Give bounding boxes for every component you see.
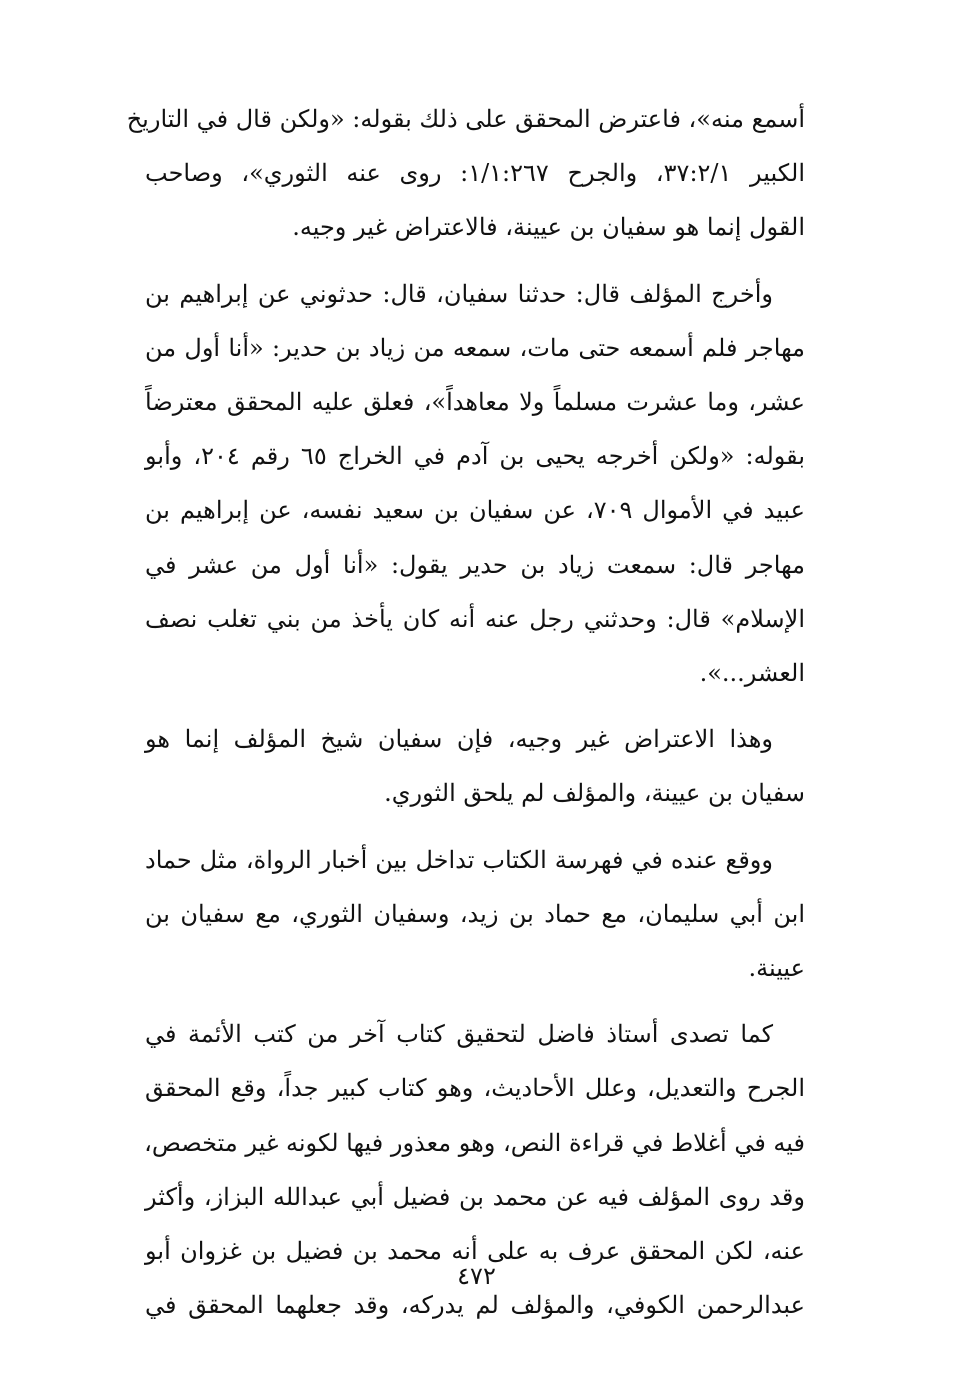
paragraph [126,92,805,255]
text-line: القول إنما هو سفيان بن عيينة، فالاعتراض غير وجيه. [292,213,805,242]
text-line: أسمع منه»، فاعترض المحقق على ذلك بقوله: «ولكن قال في التاريخ [126,105,805,133]
text-line: الإسلام» قال: وحدثني رجل عنه أنه كان يأخذ من بني تغلب نصف [145,604,805,633]
text-line: مهاجر فلم أسمعه حتى مات، سمعه من زياد بن حدير: «أنا أول من [145,333,805,362]
text-line: عشر، وما عشرت مسلماً ولا معاهداً»، فعلق عليه المحقق معترضاً [145,388,805,417]
page-number: ٤٧٢ [457,1262,496,1290]
paragraph [145,267,805,701]
text-line: مهاجر قال: سمعت زياد بن حدير يقول: «أنا أول من عشر في [145,550,805,579]
text-line: عنه، لكن المحقق عرف به على أنه محمد بن فضيل بن غزوان أبو [145,1237,805,1266]
paragraph [145,833,805,996]
text-line: سفيان بن عيينة، والمؤلف لم يلحق الثوري. [384,779,805,808]
text-line: عيينة. [748,954,805,983]
text-line: بقوله: «ولكن أخرجه يحيى بن آدم في الخراج ٦٥ رقم ٢٠٤، وأبو [145,442,805,471]
text-line: وقد روى المؤلف فيه عن محمد بن فضيل أبي عبدالله البزاز، وأكثر [145,1182,805,1211]
text-line: كما تصدى أستاذ فاضل لتحقيق كتاب آخر من كتب الأئمة في [145,1020,773,1049]
document-body [126,92,805,1344]
text-line: الجرح والتعديل، وعلل الأحاديث، وهو كتاب كبير جداً، وقع المحقق [145,1074,805,1103]
text-line: فيه في أغلاط في قراءة النص، وهو معذور فيها لكونه غير متخصص، [144,1128,805,1157]
text-line: عبيد في الأموال ٧٠٩، عن سفيان بن سعيد نفسه، عن إبراهيم بن [145,496,805,525]
text-line: وأخرج المؤلف قال: حدثنا سفيان، قال: حدثوني عن إبراهيم بن [145,279,773,308]
text-line: وهذا الاعتراض غير وجيه، فإن سفيان شيخ المؤلف إنما هو [145,725,773,754]
text-line: عبدالرحمن الكوفي، والمؤلف لم يدركه، وقد جعلهما المحقق في [145,1291,805,1320]
text-line: العشر...». [699,659,805,688]
paragraph [145,712,805,820]
text-line: ابن أبي سليمان، مع حماد بن زيد، وسفيان الثوري، مع سفيان بن [145,899,805,928]
text-line: ووقع عنده في فهرسة الكتاب تداخل بين أخبار الرواة، مثل حماد [145,845,773,874]
text-line: الكبير ٣٧:٢/١، والجرح ١/١:٢٦٧: روى عنه الثوري»، وصاحب [145,159,805,188]
